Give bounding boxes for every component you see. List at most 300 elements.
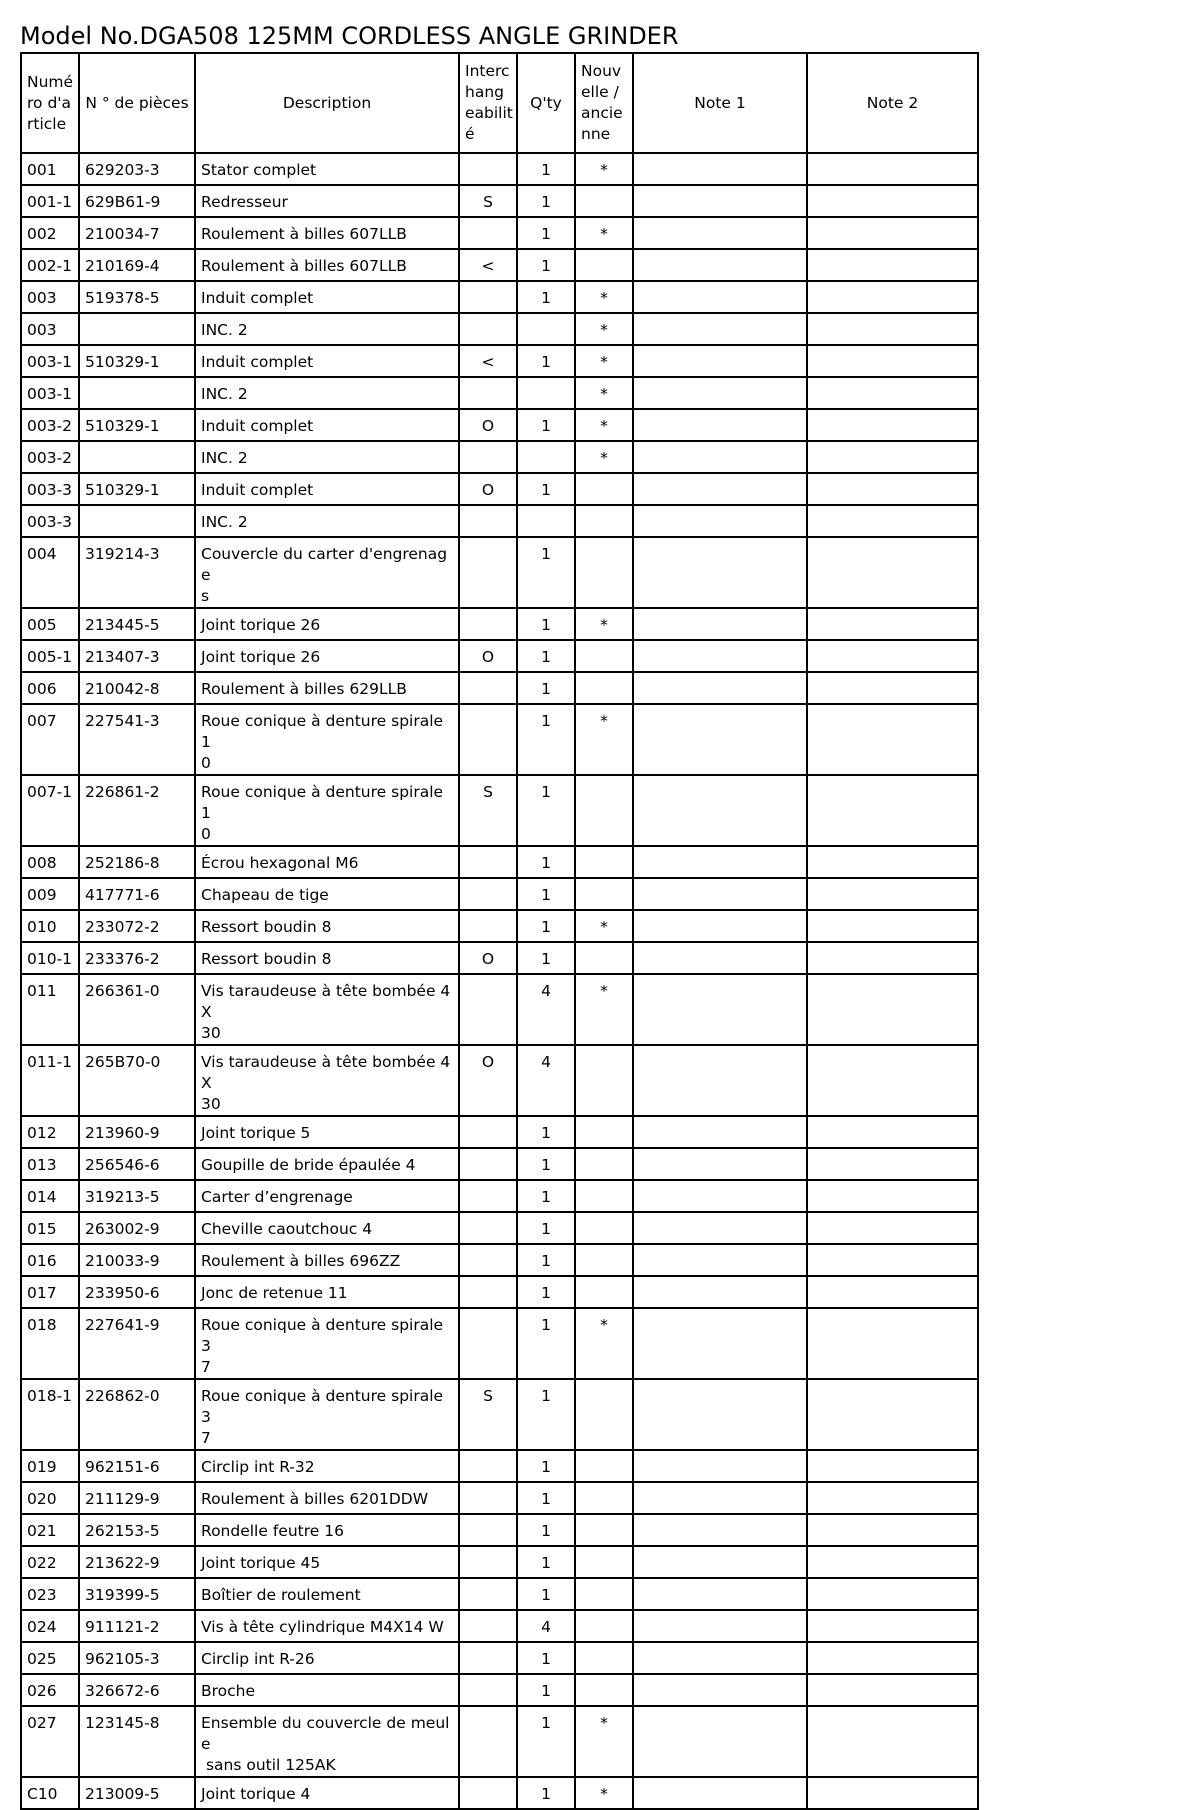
cell-part-number: 629B61-9 [79,185,195,217]
table-row [21,313,978,345]
cell-note-2 [807,640,978,672]
cell-part-number: 213407-3 [79,640,195,672]
cell-description: Boîtier de roulement [195,1578,459,1610]
cell-interchangeability [459,441,517,473]
cell-new-old: * [575,345,633,377]
cell-note-2 [807,345,978,377]
cell-note-1 [633,775,807,846]
cell-quantity [517,377,575,409]
cell-interchangeability: O [459,473,517,505]
cell-note-1 [633,1244,807,1276]
cell-interchangeability [459,1706,517,1777]
cell-quantity: 1 [517,1514,575,1546]
cell-note-2 [807,1578,978,1610]
cell-item-number: 007 [21,704,79,775]
cell-new-old [575,1450,633,1482]
cell-description: Vis taraudeuse à tête bombée 4X 30 [195,1045,459,1116]
cell-part-number: 319399-5 [79,1578,195,1610]
cell-description: Roulement à billes 607LLB [195,217,459,249]
cell-quantity: 1 [517,878,575,910]
cell-part-number: 962105-3 [79,1642,195,1674]
table-row [21,1379,978,1450]
cell-interchangeability [459,608,517,640]
cell-part-number: 226861-2 [79,775,195,846]
cell-part-number: 263002-9 [79,1212,195,1244]
cell-item-number: 003-1 [21,377,79,409]
table-row [21,1045,978,1116]
cell-note-1 [633,377,807,409]
cell-item-number: 004 [21,537,79,608]
cell-interchangeability [459,1777,517,1809]
cell-note-2 [807,775,978,846]
cell-new-old: * [575,704,633,775]
cell-description: Induit complet [195,281,459,313]
cell-note-1 [633,910,807,942]
cell-new-old [575,775,633,846]
cell-note-2 [807,1276,978,1308]
table-row [21,153,978,185]
cell-item-number: 013 [21,1148,79,1180]
cell-new-old: * [575,313,633,345]
parts-table [20,52,979,1810]
cell-note-2 [807,1674,978,1706]
cell-description: Induit complet [195,345,459,377]
cell-new-old [575,1116,633,1148]
cell-description: Redresseur [195,185,459,217]
cell-part-number: 213960-9 [79,1116,195,1148]
cell-part-number: 326672-6 [79,1674,195,1706]
cell-quantity [517,505,575,537]
cell-quantity: 1 [517,185,575,217]
cell-note-1 [633,846,807,878]
table-row [21,1450,978,1482]
cell-note-1 [633,640,807,672]
cell-note-1 [633,974,807,1045]
table-row [21,377,978,409]
cell-part-number: 227641-9 [79,1308,195,1379]
cell-item-number: 025 [21,1642,79,1674]
cell-part-number: 911121-2 [79,1610,195,1642]
cell-note-1 [633,1482,807,1514]
cell-part-number [79,313,195,345]
table-row [21,910,978,942]
cell-description: Induit complet [195,409,459,441]
cell-part-number: 510329-1 [79,473,195,505]
cell-note-1 [633,1642,807,1674]
cell-new-old: * [575,377,633,409]
cell-item-number: 027 [21,1706,79,1777]
cell-note-1 [633,1148,807,1180]
cell-note-1 [633,313,807,345]
cell-quantity: 1 [517,942,575,974]
cell-note-2 [807,409,978,441]
cell-interchangeability [459,1276,517,1308]
cell-part-number: 319214-3 [79,537,195,608]
cell-note-2 [807,974,978,1045]
table-row [21,281,978,313]
cell-note-1 [633,878,807,910]
cell-quantity: 1 [517,409,575,441]
cell-note-2 [807,608,978,640]
cell-part-number: 233950-6 [79,1276,195,1308]
cell-part-number: 252186-8 [79,846,195,878]
cell-quantity: 1 [517,537,575,608]
table-row [21,1578,978,1610]
cell-description: INC. 2 [195,505,459,537]
cell-description: Cheville caoutchouc 4 [195,1212,459,1244]
cell-interchangeability [459,1180,517,1212]
cell-note-1 [633,1777,807,1809]
cell-interchangeability [459,1642,517,1674]
cell-new-old [575,1674,633,1706]
table-header-row [21,53,978,153]
cell-quantity: 1 [517,217,575,249]
cell-part-number: 629203-3 [79,153,195,185]
header-note-2: Note 2 [807,53,978,153]
cell-quantity: 1 [517,153,575,185]
cell-description: Goupille de bride épaulée 4 [195,1148,459,1180]
cell-description: Roulement à billes 696ZZ [195,1244,459,1276]
cell-note-1 [633,537,807,608]
cell-new-old: * [575,153,633,185]
cell-interchangeability: < [459,249,517,281]
cell-quantity: 1 [517,1148,575,1180]
cell-note-1 [633,672,807,704]
cell-interchangeability [459,974,517,1045]
cell-item-number: 020 [21,1482,79,1514]
cell-part-number: 233072-2 [79,910,195,942]
cell-item-number: 018 [21,1308,79,1379]
cell-item-number: 001-1 [21,185,79,217]
cell-note-1 [633,409,807,441]
cell-description: Circlip int R-32 [195,1450,459,1482]
cell-new-old [575,505,633,537]
cell-interchangeability [459,672,517,704]
cell-description: Broche [195,1674,459,1706]
cell-note-2 [807,1546,978,1578]
cell-note-1 [633,1706,807,1777]
cell-item-number: 012 [21,1116,79,1148]
cell-item-number: 023 [21,1578,79,1610]
cell-note-1 [633,153,807,185]
cell-item-number: 003-1 [21,345,79,377]
cell-quantity: 1 [517,1379,575,1450]
cell-description: Carter d’engrenage [195,1180,459,1212]
cell-note-1 [633,1546,807,1578]
header-new-old: Nouv elle / ancie nne [575,53,633,153]
table-row [21,878,978,910]
cell-interchangeability [459,1674,517,1706]
cell-note-2 [807,313,978,345]
table-row [21,640,978,672]
cell-note-2 [807,1706,978,1777]
cell-note-1 [633,185,807,217]
cell-quantity: 1 [517,704,575,775]
cell-quantity: 4 [517,1610,575,1642]
cell-description: Jonc de retenue 11 [195,1276,459,1308]
cell-note-2 [807,910,978,942]
cell-new-old [575,1180,633,1212]
table-body [21,153,978,1809]
cell-part-number: 213622-9 [79,1546,195,1578]
header-note-1: Note 1 [633,53,807,153]
cell-part-number: 210033-9 [79,1244,195,1276]
cell-new-old: * [575,281,633,313]
cell-description: Joint torique 5 [195,1116,459,1148]
cell-interchangeability [459,1610,517,1642]
cell-note-2 [807,1116,978,1148]
cell-item-number: 010 [21,910,79,942]
header-interchangeability: Interc hang eabilit é [459,53,517,153]
cell-note-1 [633,281,807,313]
cell-interchangeability: O [459,1045,517,1116]
cell-quantity: 1 [517,473,575,505]
cell-new-old [575,537,633,608]
cell-note-1 [633,217,807,249]
cell-part-number: 226862-0 [79,1379,195,1450]
cell-description: Stator complet [195,153,459,185]
cell-item-number: 026 [21,1674,79,1706]
cell-interchangeability [459,1244,517,1276]
header-quantity: Q'ty [517,53,575,153]
cell-interchangeability [459,1514,517,1546]
cell-new-old [575,640,633,672]
table-row [21,217,978,249]
cell-note-2 [807,1308,978,1379]
cell-note-2 [807,249,978,281]
cell-quantity: 1 [517,1180,575,1212]
cell-interchangeability [459,281,517,313]
cell-note-1 [633,1450,807,1482]
cell-interchangeability [459,217,517,249]
cell-quantity: 1 [517,1546,575,1578]
cell-note-2 [807,185,978,217]
cell-new-old [575,1276,633,1308]
cell-description: Chapeau de tige [195,878,459,910]
cell-note-2 [807,1379,978,1450]
cell-new-old: * [575,608,633,640]
table-row [21,672,978,704]
cell-description: Joint torique 45 [195,1546,459,1578]
cell-interchangeability [459,704,517,775]
cell-part-number [79,377,195,409]
table-row [21,1276,978,1308]
cell-quantity: 1 [517,1450,575,1482]
table-row [21,1674,978,1706]
cell-new-old: * [575,910,633,942]
cell-new-old [575,185,633,217]
cell-note-2 [807,1148,978,1180]
cell-new-old [575,1212,633,1244]
cell-new-old: * [575,1706,633,1777]
cell-note-2 [807,1610,978,1642]
cell-part-number: 266361-0 [79,974,195,1045]
cell-item-number: 006 [21,672,79,704]
cell-new-old [575,1642,633,1674]
cell-item-number: 022 [21,1546,79,1578]
cell-note-2 [807,1450,978,1482]
cell-description: INC. 2 [195,313,459,345]
cell-quantity: 1 [517,1642,575,1674]
cell-part-number: 210034-7 [79,217,195,249]
cell-note-2 [807,942,978,974]
cell-interchangeability [459,1546,517,1578]
table-row [21,1706,978,1777]
cell-new-old: * [575,441,633,473]
cell-note-2 [807,1212,978,1244]
cell-quantity: 1 [517,249,575,281]
cell-new-old [575,1546,633,1578]
cell-interchangeability [459,910,517,942]
cell-item-number: 003-3 [21,473,79,505]
cell-note-1 [633,1514,807,1546]
cell-item-number: 024 [21,1610,79,1642]
cell-note-2 [807,1777,978,1809]
cell-interchangeability [459,878,517,910]
cell-interchangeability [459,537,517,608]
cell-note-1 [633,441,807,473]
cell-interchangeability: S [459,185,517,217]
cell-quantity: 1 [517,1777,575,1809]
cell-interchangeability [459,1578,517,1610]
cell-item-number: 015 [21,1212,79,1244]
cell-description: Joint torique 26 [195,608,459,640]
cell-new-old [575,846,633,878]
cell-new-old: * [575,409,633,441]
table-row [21,537,978,608]
cell-item-number: 003-2 [21,441,79,473]
cell-part-number: 262153-5 [79,1514,195,1546]
cell-quantity: 4 [517,974,575,1045]
cell-description: Roue conique à denture spirale 3 7 [195,1308,459,1379]
cell-part-number: 962151-6 [79,1450,195,1482]
cell-new-old: * [575,974,633,1045]
cell-quantity: 1 [517,1244,575,1276]
table-row [21,409,978,441]
cell-new-old: * [575,217,633,249]
cell-note-1 [633,345,807,377]
cell-quantity [517,441,575,473]
cell-quantity: 1 [517,672,575,704]
cell-part-number: 210042-8 [79,672,195,704]
cell-note-1 [633,1212,807,1244]
cell-new-old [575,1379,633,1450]
cell-note-2 [807,537,978,608]
cell-note-1 [633,942,807,974]
cell-note-2 [807,441,978,473]
cell-item-number: 016 [21,1244,79,1276]
table-row [21,1482,978,1514]
cell-new-old [575,1482,633,1514]
cell-description: Roue conique à denture spirale 1 0 [195,704,459,775]
cell-note-2 [807,878,978,910]
cell-new-old [575,249,633,281]
cell-note-2 [807,153,978,185]
cell-part-number: 210169-4 [79,249,195,281]
cell-new-old [575,942,633,974]
cell-description: Ensemble du couvercle de meule sans outil 125AK [195,1706,459,1777]
cell-interchangeability [459,1482,517,1514]
cell-description: Roulement à billes 6201DDW [195,1482,459,1514]
cell-interchangeability [459,505,517,537]
cell-interchangeability [459,1148,517,1180]
header-description: Description [195,53,459,153]
cell-note-2 [807,473,978,505]
cell-new-old: * [575,1308,633,1379]
cell-new-old: * [575,1777,633,1809]
cell-item-number: 002-1 [21,249,79,281]
cell-description: Rondelle feutre 16 [195,1514,459,1546]
cell-part-number: 213009-5 [79,1777,195,1809]
cell-description: INC. 2 [195,377,459,409]
cell-new-old [575,672,633,704]
table-row [21,942,978,974]
cell-interchangeability: S [459,775,517,846]
cell-interchangeability [459,846,517,878]
cell-description: Ressort boudin 8 [195,942,459,974]
cell-interchangeability [459,153,517,185]
table-row [21,1116,978,1148]
cell-part-number: 265B70-0 [79,1045,195,1116]
cell-new-old [575,1045,633,1116]
table-row [21,473,978,505]
cell-quantity: 1 [517,775,575,846]
cell-note-1 [633,1578,807,1610]
cell-description: Roue conique à denture spirale 3 7 [195,1379,459,1450]
cell-description: Vis à tête cylindrique M4X14 W [195,1610,459,1642]
cell-description: Écrou hexagonal M6 [195,846,459,878]
table-row [21,345,978,377]
cell-note-1 [633,1610,807,1642]
cell-item-number: 017 [21,1276,79,1308]
cell-interchangeability: S [459,1379,517,1450]
cell-note-1 [633,1276,807,1308]
cell-part-number [79,441,195,473]
table-row [21,1777,978,1809]
table-row [21,775,978,846]
cell-item-number: 014 [21,1180,79,1212]
cell-note-1 [633,704,807,775]
cell-interchangeability: O [459,640,517,672]
cell-new-old [575,1244,633,1276]
table-row [21,1244,978,1276]
cell-note-2 [807,377,978,409]
cell-item-number: 011 [21,974,79,1045]
cell-quantity: 1 [517,281,575,313]
cell-item-number: 003-3 [21,505,79,537]
table-row [21,608,978,640]
cell-new-old [575,473,633,505]
cell-new-old [575,878,633,910]
cell-note-1 [633,249,807,281]
cell-note-1 [633,608,807,640]
cell-quantity: 1 [517,1308,575,1379]
cell-description: Joint torique 26 [195,640,459,672]
cell-quantity: 1 [517,1212,575,1244]
cell-quantity: 1 [517,345,575,377]
table-row [21,704,978,775]
cell-description: Couvercle du carter d'engrenage s [195,537,459,608]
table-row [21,1610,978,1642]
cell-note-2 [807,672,978,704]
cell-part-number [79,505,195,537]
cell-description: Induit complet [195,473,459,505]
cell-item-number: 003-2 [21,409,79,441]
cell-part-number: 233376-2 [79,942,195,974]
cell-description: Roue conique à denture spirale 1 0 [195,775,459,846]
cell-part-number: 417771-6 [79,878,195,910]
cell-interchangeability [459,1450,517,1482]
